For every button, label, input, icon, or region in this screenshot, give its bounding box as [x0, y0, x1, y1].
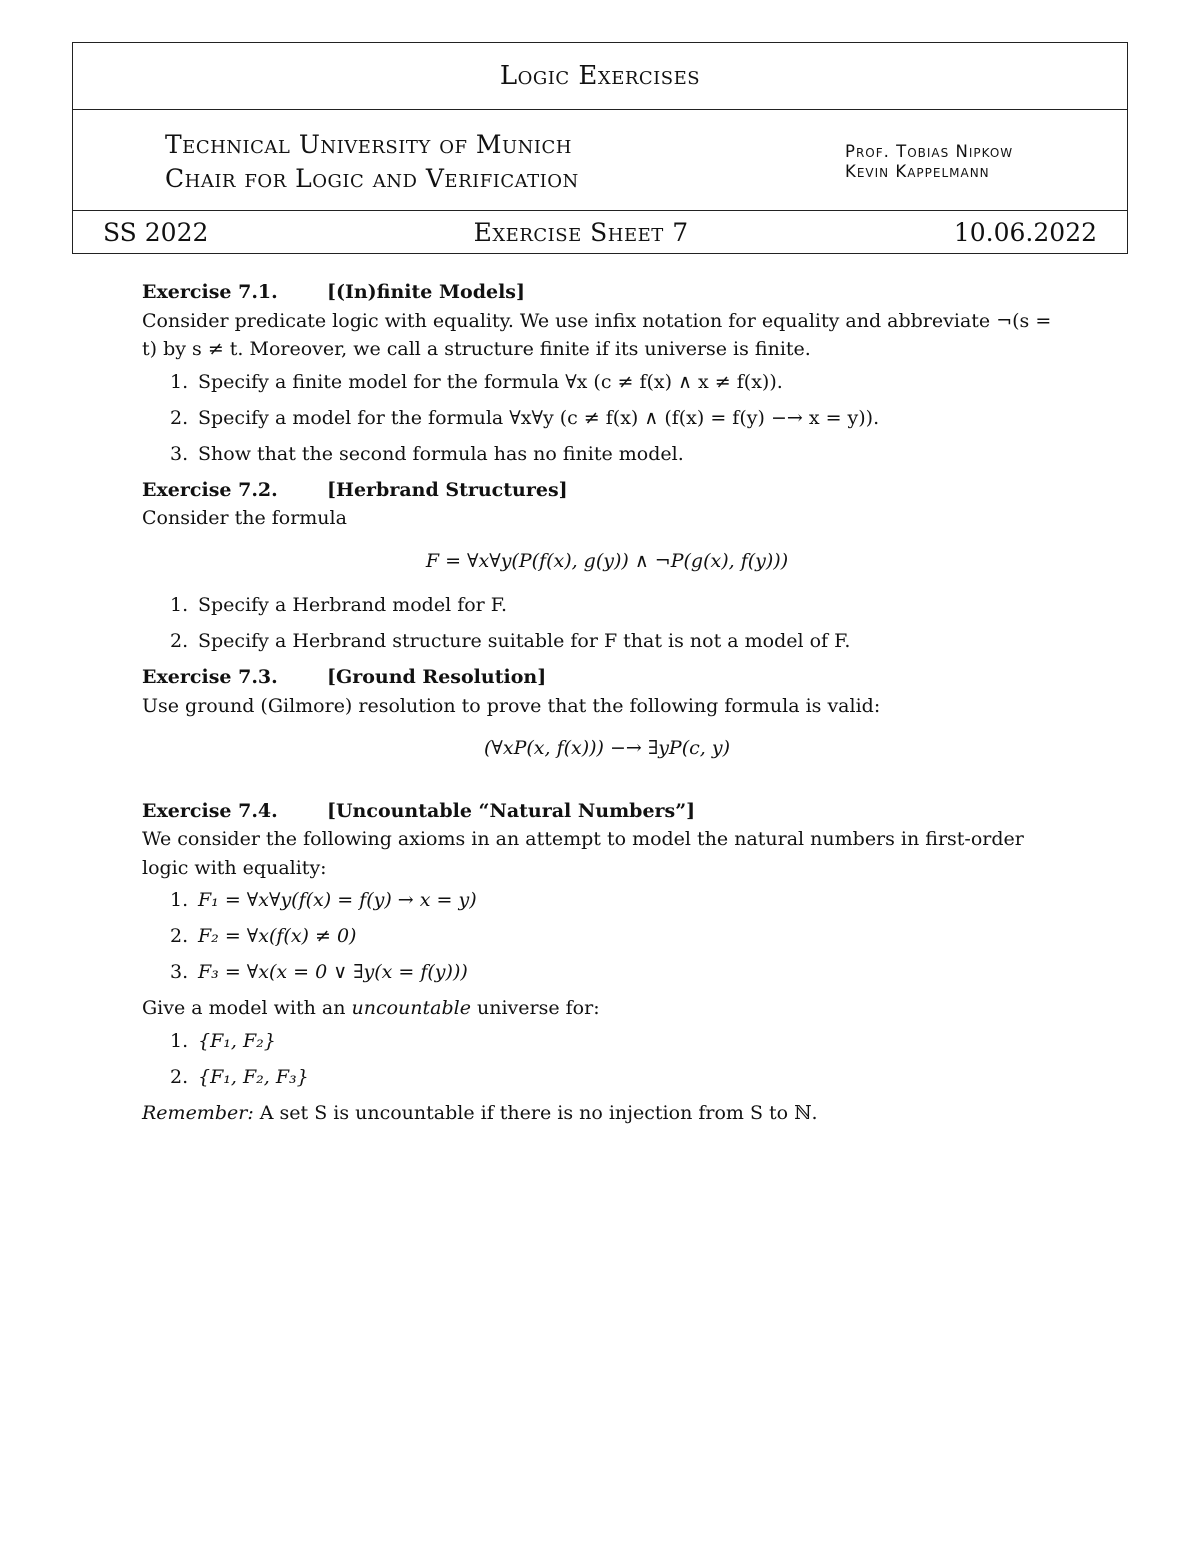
exercise-7-3	[142, 663, 1072, 797]
list-item	[170, 1027, 1072, 1055]
header-institution-row	[73, 110, 1127, 211]
give-suffix: universe for:	[470, 997, 600, 1019]
exercise-heading	[142, 476, 1072, 505]
list-item	[170, 440, 1072, 468]
remember-note	[142, 1099, 1072, 1128]
list-item	[170, 591, 1072, 619]
exercise-heading	[142, 663, 1072, 692]
item-text: {F₁, F₂}	[198, 1029, 276, 1052]
item-text: Specify a finite model for the formula ∀x (c ≠ f(x) ∧ x ≠ f(x)).	[198, 370, 783, 393]
axiom-list	[170, 886, 1072, 986]
exercise-7-1	[142, 278, 1072, 468]
assistant-name: Kevin Kappelmann	[845, 162, 990, 181]
display-formula: F = ∀x∀y(P(f(x), g(y)) ∧ ¬P(g(x), f(y)))	[425, 549, 789, 572]
exercise-7-2	[142, 476, 1072, 656]
item-number: 1.	[170, 1029, 189, 1052]
item-number: 3.	[170, 442, 189, 465]
exercise-topic: [Herbrand Structures]	[327, 478, 568, 501]
give-emphasis: uncountable	[351, 997, 471, 1019]
item-number: 2.	[170, 1065, 189, 1088]
sheet-title: Exercise Sheet 7	[473, 217, 689, 247]
item-number: 2.	[170, 406, 189, 429]
exercise-heading	[142, 797, 1072, 826]
exercise-heading	[142, 278, 1072, 307]
item-text: Specify a model for the formula ∀x∀y (c ≠ f(x) ∧ (f(x) = f(y) −→ x = y)).	[198, 406, 880, 429]
exercise-number: Exercise 7.1.	[142, 281, 278, 303]
list-item	[170, 886, 1072, 914]
staff-block	[845, 142, 1013, 182]
item-text: F₃ = ∀x(x = 0 ∨ ∃y(x = f(y)))	[198, 961, 468, 983]
header-title-row	[73, 43, 1127, 110]
list-item	[170, 404, 1072, 432]
professor-name: Prof. Tobias Nipkow	[845, 142, 1014, 161]
exercise-intro: Consider the formula	[142, 507, 347, 529]
list-item	[170, 368, 1072, 396]
item-number: 3.	[170, 961, 189, 983]
formula-set-list	[170, 1027, 1072, 1091]
exercise-task-list	[170, 591, 1072, 655]
remember-text: A set S is uncountable if there is no injection from S to ℕ.	[253, 1101, 818, 1124]
give-model-sentence	[142, 994, 1072, 1023]
item-number: 1.	[170, 370, 189, 393]
institution-name: Technical University of Munich	[165, 130, 573, 159]
semester: SS 2022	[103, 217, 209, 247]
item-number: 2.	[170, 630, 189, 652]
course-title: Logic Exercises	[499, 61, 701, 91]
exercise-number: Exercise 7.3.	[142, 666, 278, 688]
exercise-number: Exercise 7.2.	[142, 478, 278, 501]
exercise-content	[142, 278, 1072, 1127]
remember-label: Remember:	[142, 1101, 254, 1124]
exercise-number: Exercise 7.4.	[142, 799, 278, 822]
list-item	[170, 922, 1072, 950]
item-number: 2.	[170, 925, 189, 947]
exercise-intro: Consider predicate logic with equality. We use infix notation for equality and abbreviate ¬(s = t) by s ≠ t. Moreover, we call a structure finite if its universe is finite.	[142, 309, 1052, 360]
item-text: F₂ = ∀x(f(x) ≠ 0)	[198, 925, 357, 947]
give-prefix: Give a model with an	[142, 997, 352, 1019]
exercise-7-4	[142, 797, 1072, 1128]
item-text: {F₁, F₂, F₃}	[198, 1065, 309, 1088]
item-number: 1.	[170, 889, 189, 911]
header-meta-row	[73, 211, 1127, 253]
display-formula: (∀xP(x, f(x))) −→ ∃yP(c, y)	[483, 737, 730, 759]
chair-name: Chair for Logic and Verification	[165, 164, 579, 193]
item-number: 1.	[170, 594, 189, 616]
exercise-topic: [(In)finite Models]	[327, 281, 525, 303]
exercise-intro: We consider the following axioms in an attempt to model the natural numbers in first-order logic with equality:	[142, 828, 1024, 879]
list-item	[170, 627, 1072, 655]
exercise-topic: [Uncountable “Natural Numbers”]	[327, 799, 696, 822]
exercise-topic: [Ground Resolution]	[327, 666, 547, 688]
institution-block	[165, 128, 579, 196]
exercise-task-list	[170, 368, 1072, 468]
list-item	[170, 958, 1072, 986]
item-text: Specify a Herbrand structure suitable for F that is not a model of F.	[198, 630, 851, 652]
header-box	[72, 42, 1128, 254]
item-text: Show that the second formula has no finite model.	[198, 442, 684, 465]
exercise-intro: Use ground (Gilmore) resolution to prove that the following formula is valid:	[142, 694, 881, 717]
list-item	[170, 1063, 1072, 1091]
item-text: Specify a Herbrand model for F.	[198, 594, 508, 616]
item-text: F₁ = ∀x∀y(f(x) = f(y) → x = y)	[198, 889, 477, 911]
sheet-date: 10.06.2022	[953, 217, 1097, 247]
